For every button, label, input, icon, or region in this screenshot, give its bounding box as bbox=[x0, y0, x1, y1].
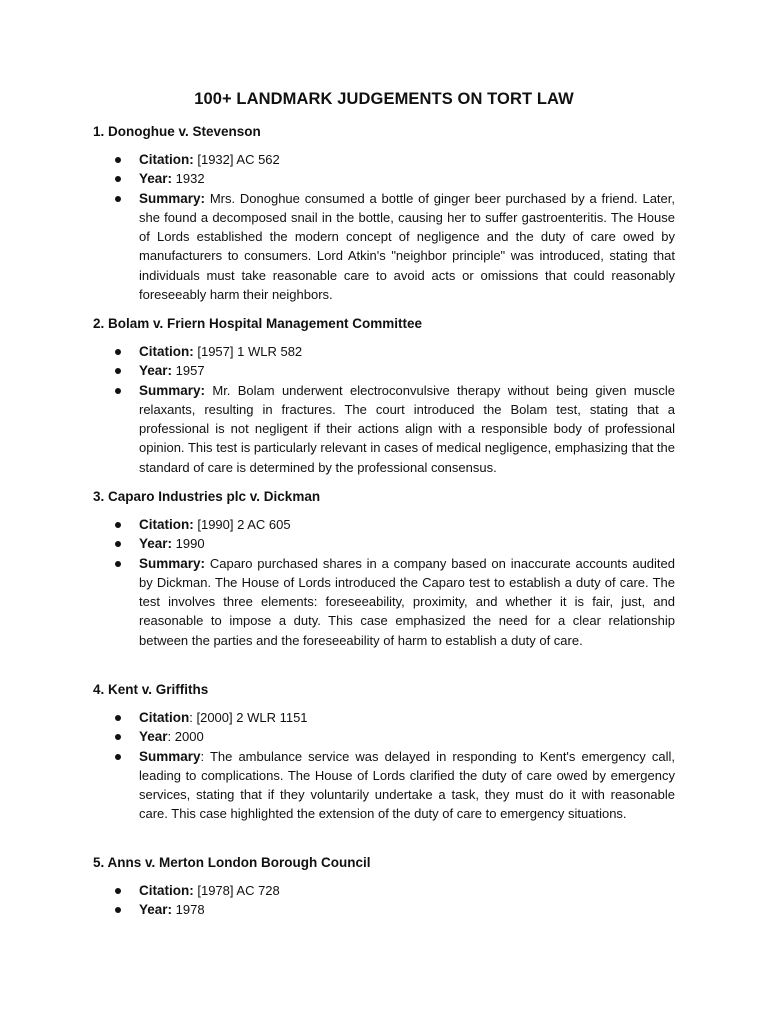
citation-item bbox=[93, 708, 675, 727]
case-fields bbox=[93, 342, 675, 477]
bullet-icon bbox=[115, 715, 121, 721]
case-heading: 3. Caparo Industries plc v. Dickman bbox=[93, 489, 321, 504]
document-title: 100+ LANDMARK JUDGEMENTS ON TORT LAW bbox=[194, 90, 574, 108]
year-value: : 2000 bbox=[167, 729, 204, 745]
citation-value: [1932] AC 562 bbox=[193, 152, 280, 167]
bullet-icon bbox=[115, 388, 121, 394]
bullet-icon bbox=[115, 734, 121, 740]
summary-text: : The ambulance service was delayed in responding to Kent's emergency call, leading to complications. The House of Lords clarified the duty of care owed by emergency services, stating that if they voluntarily undertake a task, they must do it with reasonable care. This case highlighted the extension of the duty of care to emergency situations. bbox=[139, 748, 675, 822]
case-heading: 4. Kent v. Griffiths bbox=[93, 682, 209, 697]
citation-label: Citation: bbox=[139, 517, 194, 532]
case-fields bbox=[93, 881, 675, 920]
citation-value: [1978] AC 728 bbox=[193, 883, 280, 898]
year-label: Year: bbox=[139, 902, 173, 918]
case-fields bbox=[93, 708, 675, 824]
summary-label: Summary bbox=[139, 748, 201, 764]
summary-text: Mrs. Donoghue consumed a bottle of ginger beer purchased by a friend. Later, she found a decomposed snail in the bottle, causing her to suffer gastroenteritis. The House of Lords established the modern concept of negligence and the duty of care owed by manufacturers to consumers. Lord Atkin's "neighbor principle" was introduced, stating that individuals must take reasonable care to avoid acts or omissions that could reasonably foreseeably harm their neighbors. bbox=[139, 190, 675, 303]
citation-item bbox=[93, 150, 675, 169]
summary-item bbox=[93, 747, 675, 824]
year-value: 1978 bbox=[172, 902, 205, 918]
citation-label: Citation: bbox=[139, 344, 194, 359]
case-fields bbox=[93, 515, 675, 650]
citation-label: Citation bbox=[139, 710, 190, 725]
case-section bbox=[93, 314, 675, 477]
bullet-icon bbox=[115, 157, 121, 163]
year-item bbox=[93, 727, 675, 746]
case-heading: 5. Anns v. Merton London Borough Council bbox=[93, 855, 371, 870]
citation-item bbox=[93, 881, 675, 900]
year-value: 1990 bbox=[172, 536, 205, 552]
case-section bbox=[93, 487, 675, 650]
year-label: Year bbox=[139, 729, 168, 745]
bullet-icon bbox=[115, 522, 121, 528]
year-label: Year: bbox=[139, 171, 173, 187]
year-label: Year: bbox=[139, 536, 173, 552]
citation-item bbox=[93, 342, 675, 361]
bullet-icon bbox=[115, 176, 121, 182]
case-section bbox=[93, 853, 675, 920]
bullet-icon bbox=[115, 754, 121, 760]
case-fields bbox=[93, 150, 675, 304]
summary-text: Caparo purchased shares in a company based on inaccurate accounts audited by Dickman. The House of Lords introduced the Caparo test to establish a duty of care. The test involves three elements: foreseeability, proximity, and whether it is fair, just, and reasonable to impose a duty. This case emphasized the need for a clear relationship between the parties and the foreseeability of harm to establish a duty of care. bbox=[139, 555, 675, 648]
bullet-icon bbox=[115, 196, 121, 202]
year-item bbox=[93, 534, 675, 553]
bullet-icon bbox=[115, 907, 121, 913]
year-label: Year: bbox=[139, 363, 173, 379]
bullet-icon bbox=[115, 561, 121, 567]
year-item bbox=[93, 169, 675, 188]
bullet-icon bbox=[115, 888, 121, 894]
summary-label: Summary: bbox=[139, 190, 206, 206]
bullet-icon bbox=[115, 368, 121, 374]
year-item bbox=[93, 900, 675, 919]
bullet-icon bbox=[115, 541, 121, 547]
summary-item bbox=[93, 554, 675, 650]
summary-label: Summary: bbox=[139, 382, 206, 398]
citation-label: Citation: bbox=[139, 152, 194, 167]
summary-text: Mr. Bolam underwent electroconvulsive therapy without being given muscle relaxants, resulting in fractures. The court introduced the Bolam test, stating that a professional is not negligent if their actions align with a responsible body of professional opinion. This test is particularly relevant in cases of medical negligence, emphasizing that the standard of care is determined by the professional consensus. bbox=[139, 382, 675, 475]
year-value: 1957 bbox=[172, 363, 205, 379]
summary-item bbox=[93, 381, 675, 477]
summary-label: Summary: bbox=[139, 555, 206, 571]
case-section bbox=[93, 122, 675, 304]
case-heading: 2. Bolam v. Friern Hospital Management Committee bbox=[93, 316, 423, 331]
case-section bbox=[93, 680, 675, 824]
citation-label: Citation: bbox=[139, 883, 194, 898]
bullet-icon bbox=[115, 349, 121, 355]
summary-item bbox=[93, 189, 675, 305]
year-value: 1932 bbox=[172, 171, 205, 187]
citation-value: : [2000] 2 WLR 1151 bbox=[189, 710, 308, 725]
citation-value: [1957] 1 WLR 582 bbox=[193, 344, 303, 359]
citation-item bbox=[93, 515, 675, 534]
citation-value: [1990] 2 AC 605 bbox=[193, 517, 291, 532]
case-heading: 1. Donoghue v. Stevenson bbox=[93, 124, 261, 139]
year-item bbox=[93, 361, 675, 380]
